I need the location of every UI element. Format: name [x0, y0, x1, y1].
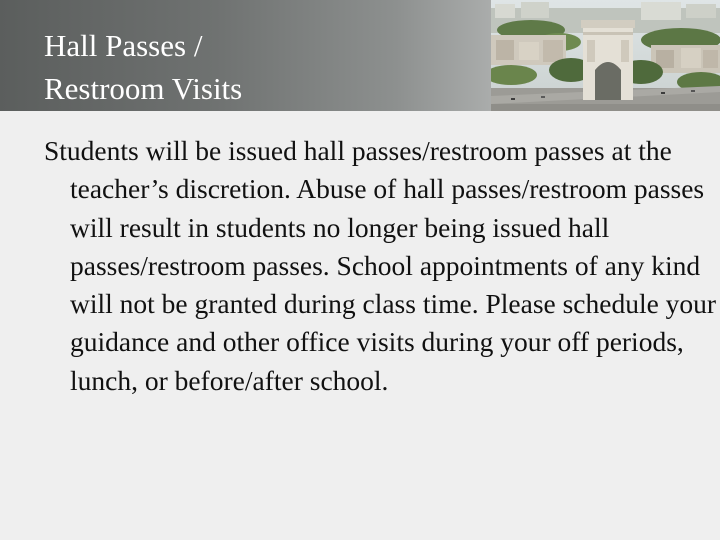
title-banner [0, 0, 720, 111]
title-line-2: Restroom Visits [44, 71, 243, 106]
title-line-1: Hall Passes / [44, 28, 203, 63]
paris-arc-de-triomphe-photo [491, 0, 720, 111]
slide-title [44, 24, 242, 110]
body-paragraph: Students will be issued hall passes/restroom passes at the teacher’s discretion. Abuse of hall passes/restroom passes will result in students no longer being issued hall passes/restroom passes. School appointments of any kind will not be granted during class time. Please schedule your guidance and other office visits during your off periods, lunch, or before/after school. [44, 135, 717, 396]
